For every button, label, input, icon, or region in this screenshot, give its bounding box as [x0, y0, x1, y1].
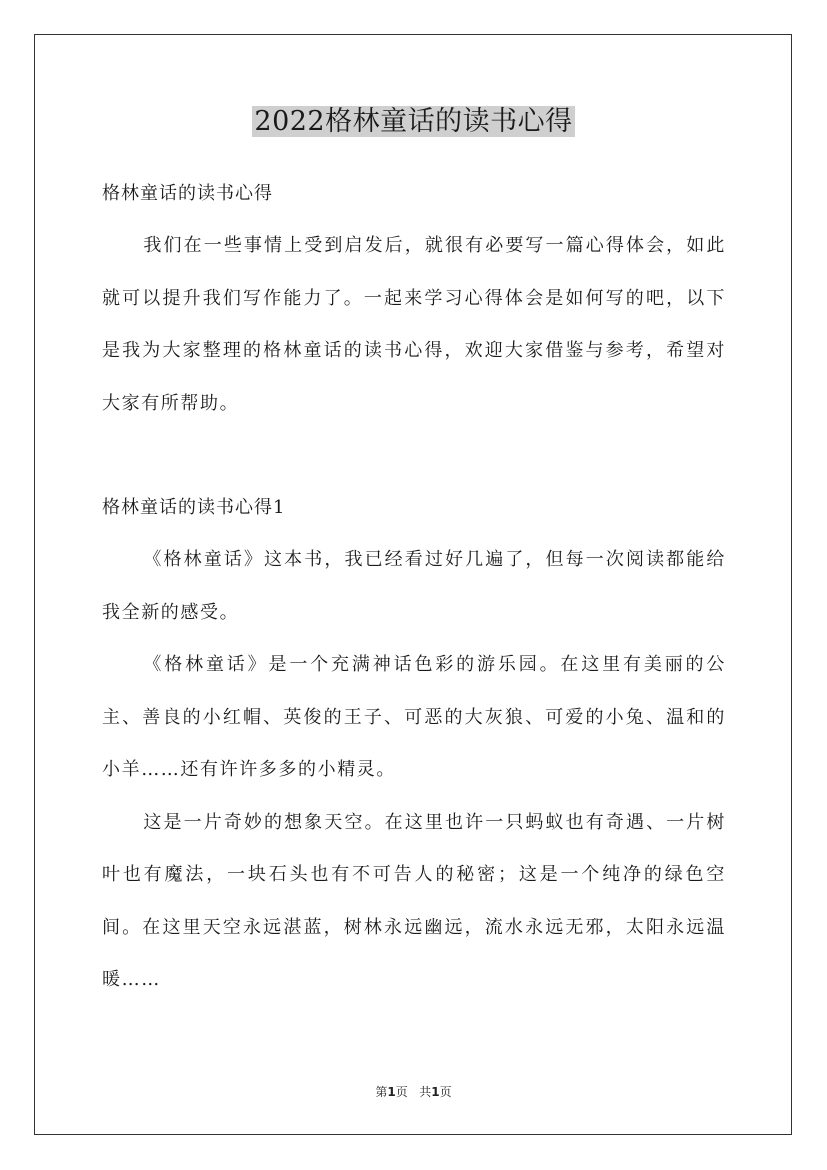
page-footer — [0, 1083, 827, 1100]
section-spacer — [102, 430, 726, 482]
document-title-block — [0, 100, 827, 144]
page-suffix: 页 — [395, 1085, 408, 1099]
body-paragraph-3: 这是一片奇妙的想象天空。在这里也许一只蚂蚁也有奇遇、一片树叶也有魔法，一块石头也有不可告人的秘密；这是一个纯净的绿色空间。在这里天空永远湛蓝，树林永远幽远，流水永远无邪，太阳永远温暖…… — [102, 811, 726, 990]
page-number: 1 — [387, 1085, 396, 1099]
total-suffix: 页 — [439, 1085, 452, 1099]
section-heading: 格林童话的读书心得1 — [102, 497, 286, 518]
total-pages: 1 — [431, 1085, 440, 1099]
total-prefix: 共 — [419, 1085, 432, 1099]
intro-paragraph: 我们在一些事情上受到启发后，就很有必要写一篇心得体会，如此就可以提升我们写作能力了。一起来学习心得体会是如何写的吧，以下是我为大家整理的格林童话的读书心得，欢迎大家借鉴与参考，希望对大家有所帮助。 — [102, 235, 726, 414]
document-body — [102, 168, 726, 1007]
document-title: 2022格林童话的读书心得 — [254, 106, 573, 137]
page-prefix: 第 — [375, 1085, 388, 1099]
body-paragraph-2: 《格林童话》是一个充满神话色彩的游乐园。在这里有美丽的公主、善良的小红帽、英俊的王子、可恶的大灰狼、可爱的小兔、温和的小羊……还有许许多多的小精灵。 — [102, 654, 726, 780]
body-paragraph-1: 《格林童话》这本书，我已经看过好几遍了，但每一次阅读都能给我全新的感受。 — [102, 549, 726, 623]
intro-heading: 格林童话的读书心得 — [102, 183, 273, 204]
